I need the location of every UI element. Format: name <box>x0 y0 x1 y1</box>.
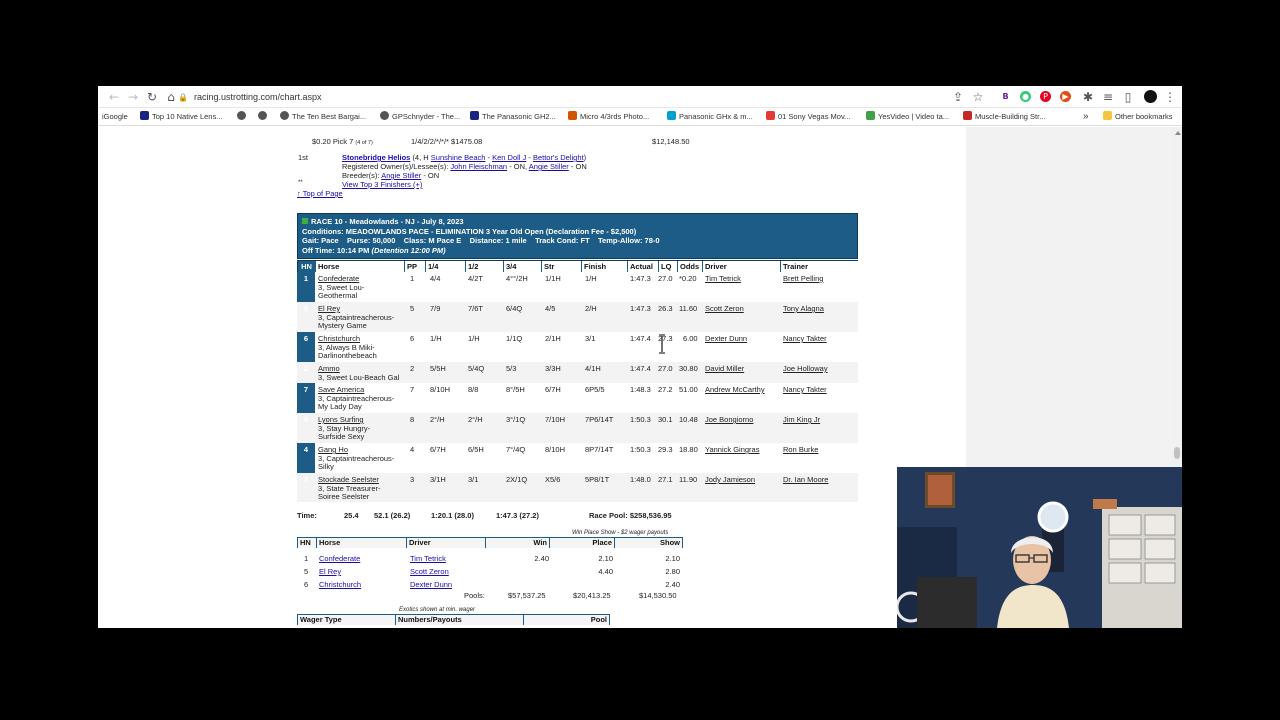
horse-dam: Silky <box>318 462 334 471</box>
trainer-link[interactable]: Dr. Ian Moore <box>783 475 829 484</box>
owners-line <box>342 162 587 171</box>
text-cursor-icon <box>658 334 666 354</box>
race-distance: Distance: 1 mile <box>469 236 527 245</box>
exotics-col-numbers: Numbers/Payouts <box>396 615 523 625</box>
col-finish: Finish <box>582 261 628 272</box>
address-bar <box>98 86 1182 108</box>
bookmark-label: iGoogle <box>102 112 128 121</box>
q1-cell: 4/4 <box>430 274 441 283</box>
horse-dam: My Lady Day <box>318 402 362 411</box>
q1-cell: 5/5H <box>430 364 446 373</box>
race-gait: Gait: Pace <box>302 236 339 245</box>
driver-link[interactable]: Tim Tetrick <box>705 274 741 283</box>
horse-link[interactable]: Stockade Seelster <box>318 475 379 484</box>
q2-cell: 5/4Q <box>468 364 485 373</box>
stake-info: (4, H <box>412 153 429 162</box>
trainer-link[interactable]: Nancy Takter <box>783 334 827 343</box>
col-odds: Odds <box>678 261 703 272</box>
hn-cell: 6 <box>303 334 309 343</box>
table-row <box>297 443 858 473</box>
actual-cell: 1:48.0 <box>630 475 651 484</box>
payout-hn: 1 <box>304 554 309 563</box>
horse-pedigree: 3, Captaintreacherous- <box>318 312 395 322</box>
payout-col-place: Place <box>550 538 614 548</box>
vimeo-icon <box>667 111 676 120</box>
table-row <box>297 362 858 383</box>
exotics-header <box>297 614 610 625</box>
table-row <box>297 302 858 332</box>
race-track-cond: Track Cond: FT <box>535 236 590 245</box>
race-conditions: Conditions: MEADOWLANDS PACE - ELIMINATION 3 Year Old Open (Declaration Fee - $2,500) <box>302 226 637 236</box>
bookmark-item[interactable] <box>667 108 753 126</box>
pp-cell: 2 <box>410 364 415 373</box>
actual-cell: 1:47.3 <box>630 304 651 313</box>
bookmark-label: Top 10 Native Lens... <box>152 112 223 121</box>
pp-cell: 1 <box>410 274 415 283</box>
horse-dam: Surfside Sexy <box>318 432 365 441</box>
pools-label: Pools: <box>464 591 485 600</box>
actual-cell: 1:47.4 <box>630 334 651 343</box>
horse-link[interactable]: Gang Ho <box>318 445 349 454</box>
actual-cell: 1:50.3 <box>630 415 651 424</box>
q3-cell: 1/1Q <box>506 334 523 343</box>
horse-link[interactable]: Lyons Surfing <box>318 415 364 424</box>
payout-horse-link[interactable]: Confederate <box>319 554 361 563</box>
payout-show: 2.80 <box>665 567 680 576</box>
pool-win: $57,537.25 <box>508 591 546 600</box>
bookmark-item[interactable] <box>568 108 649 126</box>
payout-win: 2.40 <box>534 554 549 563</box>
str-cell: 3/3H <box>545 364 561 373</box>
menu-kebab-icon[interactable]: ⋮ <box>1164 90 1176 104</box>
payout-show: 2.40 <box>665 580 680 589</box>
pp-cell: 5 <box>410 304 415 313</box>
horse-pedigree: 3, State Treasurer- <box>318 483 381 493</box>
globe-icon <box>237 111 246 120</box>
q2-cell: 6/5H <box>468 445 484 454</box>
hn-cell: 8 <box>303 415 309 424</box>
bookmark-item[interactable] <box>280 108 366 126</box>
driver-link[interactable]: Dexter Dunn <box>705 334 748 343</box>
bookmark-item[interactable] <box>963 108 1045 126</box>
site-icon <box>963 111 972 120</box>
breeder-label: Breeder(s): <box>342 171 380 180</box>
pick7-label: $0.20 Pick 7 (4 of 7) <box>312 137 373 146</box>
hn-cell: 3 <box>303 475 309 484</box>
stake-line: Stonebridge Helios (4, H Sunshine Beach - Ken Doll J - Bettor's Delight) <box>342 153 587 162</box>
stake-horse-link[interactable]: Stonebridge Helios <box>342 153 411 162</box>
pinterest-icon[interactable]: P <box>1040 91 1051 102</box>
exotics-note: Exotics shown at min. wager <box>399 607 476 613</box>
actual-cell: 1:50.3 <box>630 445 651 454</box>
horse-pedigree: 3, Always B Miki- <box>318 342 375 352</box>
pool-show: $14,530.50 <box>639 591 677 600</box>
lq-cell: 27.2 <box>658 385 673 394</box>
lq-cell: 27.3 <box>658 334 673 343</box>
finish-cell: 7P6/14T <box>585 415 614 424</box>
q1-cell: 6/7H <box>430 445 446 454</box>
lock-icon: 🔒 <box>178 93 188 102</box>
horse-link[interactable]: Christchurch <box>318 334 361 343</box>
owner-link[interactable]: Angie Stiller <box>528 162 569 171</box>
top-of-page-link[interactable]: ↑ Top of Page <box>297 189 343 198</box>
results-header <box>297 260 858 272</box>
str-cell: 4/5 <box>545 304 556 313</box>
col-trainer: Trainer <box>781 261 859 272</box>
q3-cell: 5/3 <box>506 364 517 373</box>
q1-cell: 3/1H <box>430 475 446 484</box>
horse-pedigree: 3, Stay Hungry- <box>318 423 371 433</box>
lq-cell: 29.3 <box>658 445 673 454</box>
payout-driver-link[interactable]: Dexter Dunn <box>410 580 453 589</box>
hn-cell: 5 <box>303 304 309 313</box>
driver-link[interactable]: David Miller <box>705 364 745 373</box>
payout-col-horse: Horse <box>317 538 406 548</box>
extension-green-icon[interactable]: ● <box>1020 91 1031 102</box>
q3-cell: 6/4Q <box>506 304 523 313</box>
payout-col-driver: Driver <box>407 538 485 548</box>
horse-pedigree: 3, Captaintreacherous- <box>318 393 395 403</box>
col-str: Str <box>542 261 582 272</box>
trainer-link[interactable]: Tony Alagna <box>783 304 824 313</box>
breeder-location: - ON <box>423 171 440 180</box>
table-row <box>297 473 858 502</box>
trainer-link[interactable]: Brett Pelling <box>783 274 824 283</box>
actual-cell: 1:47.4 <box>630 364 651 373</box>
col-horse: Horse <box>316 261 405 272</box>
home-icon[interactable]: ⌂ <box>167 90 175 104</box>
reload-icon[interactable]: ↻ <box>146 90 158 104</box>
finish-cell: 5P8/1T <box>585 475 610 484</box>
str-cell: 8/10H <box>545 445 566 454</box>
lq-cell: 30.1 <box>658 415 673 424</box>
horse-dam: Mystery Game <box>318 321 367 330</box>
extension-red-icon[interactable]: ▶ <box>1060 91 1071 102</box>
globe-icon <box>258 111 267 120</box>
lq-cell: 27.0 <box>658 364 673 373</box>
stake-place: 1st <box>298 153 309 162</box>
q3-cell: 2X/1Q <box>506 475 528 484</box>
actual-cell: 1:47.3 <box>630 274 651 283</box>
col-pp: PP <box>405 261 426 272</box>
yesvideo-icon <box>866 111 875 120</box>
str-cell: 6/7H <box>545 385 561 394</box>
bookmark-item[interactable] <box>237 108 249 126</box>
time-final: 1:47.3 (27.2) <box>496 511 539 520</box>
bookmark-item[interactable] <box>102 108 128 126</box>
payout-horse-link[interactable]: El Rey <box>319 567 342 576</box>
race-temp: Temp-Allow: 78-0 <box>598 236 660 245</box>
odds-cell: 11.60 <box>679 304 698 313</box>
pool-place: $20,413.25 <box>573 591 611 600</box>
damsire-link[interactable]: Bettor's Delight <box>532 153 584 162</box>
trainer-link[interactable]: Joe Holloway <box>783 364 828 373</box>
sire-link[interactable]: Sunshine Beach <box>430 153 486 162</box>
table-row <box>297 413 858 443</box>
q3-cell: 3°/1Q <box>506 415 526 424</box>
hn-cell: 7 <box>303 385 309 394</box>
bookmark-label: Panasonic GHx & m... <box>679 112 753 121</box>
owners-label: Registered Owner(s)/Lessee(s): <box>342 162 449 171</box>
lq-cell: 26.3 <box>658 304 673 313</box>
payout-driver-link[interactable]: Scott Zeron <box>410 567 449 576</box>
driver-link[interactable]: Scott Zeron <box>705 304 744 313</box>
odds-cell: *0.20 <box>679 274 697 283</box>
bookmark-item[interactable] <box>380 108 460 126</box>
results-table <box>297 272 858 502</box>
payout-note: Win Place Show - $2 wager payouts <box>572 530 669 536</box>
webcam-overlay <box>897 467 1182 628</box>
race-details <box>302 236 853 246</box>
horse-link[interactable]: Ammo <box>318 364 340 373</box>
odds-cell: 6.00 <box>683 334 698 343</box>
col-driver: Driver <box>703 261 781 272</box>
bookmark-label: The Panasonic GH2... <box>482 112 556 121</box>
hd-icon <box>140 111 149 120</box>
owner-link[interactable]: John Fleischman <box>450 162 508 171</box>
payout-col-show: Show <box>615 538 682 548</box>
horse-dam: Darlinonthebeach <box>318 351 377 360</box>
horse-link[interactable]: El Rey <box>318 304 341 313</box>
bookmark-label: YesVideo | Video ta... <box>878 112 950 121</box>
horse-pedigree: 3, Captaintreacherous- <box>318 453 395 463</box>
table-row <box>297 332 858 362</box>
payout-header <box>297 537 683 548</box>
q2-cell: 1/H <box>468 334 480 343</box>
horse-dam: Geothermal <box>318 291 358 300</box>
profile-avatar[interactable] <box>1144 90 1157 103</box>
race-purse: Purse: 50,000 <box>347 236 396 245</box>
actual-cell: 1:48.3 <box>630 385 651 394</box>
odds-cell: 11.90 <box>679 475 698 484</box>
extension-b-icon[interactable]: B <box>1000 91 1011 102</box>
q1-cell: 8/10H <box>430 385 451 394</box>
bookmark-item[interactable] <box>470 108 556 126</box>
odds-cell: 51.00 <box>679 385 698 394</box>
table-row <box>297 272 858 302</box>
breeder-link[interactable]: Angie Stiller <box>381 171 422 180</box>
owner-location: - ON, <box>509 162 528 171</box>
table-row <box>297 383 858 413</box>
exotics-col-pool: Pool <box>524 615 609 625</box>
chart-content <box>98 127 966 628</box>
col-actual: Actual <box>628 261 659 272</box>
col-lq: LQ <box>659 261 678 272</box>
payout-place: 2.10 <box>598 554 613 563</box>
pp-cell: 8 <box>410 415 415 424</box>
pp-cell: 6 <box>410 334 415 343</box>
payout-place: 4.40 <box>598 567 613 576</box>
hn-cell: 2 <box>303 364 309 373</box>
driver-link[interactable]: Yannick Gingras <box>705 445 760 454</box>
payout-show: 2.10 <box>665 554 680 563</box>
race-class: Class: M Pace E <box>403 236 462 245</box>
blogger-icon <box>568 111 577 120</box>
finish-cell: 1/H <box>585 274 597 283</box>
share-icon[interactable]: ⇪ <box>952 90 964 104</box>
horse-link[interactable]: Save America <box>318 385 365 394</box>
exotics-col-wager: Wager Type <box>298 615 395 625</box>
odds-cell: 18.80 <box>679 445 698 454</box>
col-q2: 1/2 <box>466 261 504 272</box>
back-icon[interactable]: ← <box>108 90 120 104</box>
q1-cell: 2°/H <box>430 415 445 424</box>
bookmark-item[interactable] <box>258 108 270 126</box>
scroll-up-icon[interactable] <box>1175 131 1181 135</box>
reading-list-icon[interactable]: ≡ <box>1102 90 1114 104</box>
owner-location: - ON <box>570 162 587 171</box>
bookmark-label: 01 Sony Vegas Mov... <box>778 112 851 121</box>
q2-cell: 2°/H <box>468 415 483 424</box>
race-off-time: Off Time: 10:14 PM (Detention 12:00 PM) <box>302 245 446 255</box>
q3-cell: 4°°/2H <box>506 274 528 283</box>
q1-cell: 1/H <box>430 334 442 343</box>
pp-cell: 4 <box>410 445 415 454</box>
url-field[interactable] <box>178 86 322 108</box>
url-text: racing.ustrotting.com/chart.aspx <box>193 92 322 102</box>
q2-cell: 7/6T <box>468 304 484 313</box>
side-panel-icon[interactable]: ▯ <box>1124 90 1132 104</box>
str-cell: X5/6 <box>545 475 561 484</box>
driver-link[interactable]: Jody Jamieson <box>705 475 756 484</box>
bookmark-item[interactable] <box>866 108 949 126</box>
q2-cell: 4/2T <box>468 274 484 283</box>
horse-dam: Soiree Seelster <box>318 492 370 501</box>
time-q2: 52.1 (26.2) <box>374 511 411 520</box>
payout-horse-link[interactable]: Christchurch <box>319 580 362 589</box>
str-cell: 1/1H <box>545 274 561 283</box>
str-cell: 7/10H <box>545 415 566 424</box>
hn-cell: 4 <box>303 445 309 454</box>
pick7-pool: $12,148.50 <box>652 137 690 146</box>
driver-link[interactable]: Andrew McCarthy <box>705 385 765 394</box>
extensions-puzzle-icon[interactable]: ✱ <box>1082 90 1094 104</box>
horse-link[interactable]: Confederate <box>318 274 360 283</box>
col-q3: 3/4 <box>504 261 542 272</box>
bookmark-item[interactable] <box>140 108 222 126</box>
col-hn: HN <box>298 261 316 272</box>
trainer-link[interactable]: Jim King Jr <box>783 415 821 424</box>
payout-col-win: Win <box>486 538 549 548</box>
odds-cell: 30.80 <box>679 364 698 373</box>
bookmarks-bar <box>98 108 1182 126</box>
globe-icon <box>280 111 289 120</box>
folder-icon <box>1103 111 1112 120</box>
q2-cell: 3/1 <box>468 475 479 484</box>
bookmark-label: GPSchnyder - The... <box>392 112 461 121</box>
horse-pedigree: 3, Sweet Lou- <box>318 282 365 292</box>
finish-cell: 4/1H <box>585 364 601 373</box>
bookmark-label: Micro 4/3rds Photo... <box>580 112 650 121</box>
pp-cell: 3 <box>410 475 415 484</box>
other-bookmarks[interactable] <box>1103 108 1173 126</box>
breeder-line <box>342 171 439 180</box>
race-status-icon <box>302 218 308 224</box>
payout-col-hn: HN <box>298 538 316 548</box>
q2-cell: 8/8 <box>468 385 479 394</box>
driver-link[interactable]: Joe Bongiorno <box>705 415 754 424</box>
bookmark-item[interactable] <box>766 108 850 126</box>
youtube-icon <box>766 111 775 120</box>
q3-cell: 7°/4Q <box>506 445 526 454</box>
bookmark-label: Other bookmarks <box>1115 112 1173 121</box>
more-bookmarks-chevron[interactable]: » <box>1083 111 1089 122</box>
finish-cell: 3/1 <box>585 334 596 343</box>
lq-cell: 27.1 <box>658 475 673 484</box>
q1-cell: 7/9 <box>430 304 441 313</box>
str-cell: 2/1H <box>545 334 561 343</box>
dam-link[interactable]: Ken Doll J <box>492 153 527 162</box>
payout-hn: 6 <box>304 580 309 589</box>
bookmark-star-icon[interactable]: ☆ <box>972 90 984 104</box>
hn-cell: 1 <box>303 274 309 283</box>
forward-icon[interactable]: → <box>127 90 139 104</box>
finish-cell: 2/H <box>585 304 597 313</box>
race-header <box>297 213 858 259</box>
view-top-finishers-link[interactable]: View Top 3 Finishers (+) <box>342 180 423 189</box>
bookmark-label: The Ten Best Bargai... <box>292 112 367 121</box>
lq-cell: 27.0 <box>658 274 673 283</box>
footnote-marker: ** <box>298 180 303 186</box>
pp-cell: 7 <box>410 385 415 394</box>
hd-icon <box>470 111 479 120</box>
payout-hn: 5 <box>304 567 309 576</box>
payout-driver-link[interactable]: Tim Tetrick <box>410 554 446 563</box>
globe-icon <box>380 111 389 120</box>
scrollbar-thumb[interactable] <box>1174 447 1180 459</box>
bookmark-label: Muscle-Building Str... <box>975 112 1046 121</box>
horse-pedigree: 3, Sweet Lou-Beach Gal <box>318 372 400 382</box>
q3-cell: 8°/5H <box>506 385 525 394</box>
odds-cell: 10.48 <box>679 415 698 424</box>
time-label: Time: <box>297 511 317 520</box>
time-q1: 25.4 <box>344 511 359 520</box>
trainer-link[interactable]: Ron Burke <box>783 445 819 454</box>
col-q1: 1/4 <box>426 261 466 272</box>
time-q3: 1:20.1 (28.0) <box>431 511 474 520</box>
pick7-combo: 1/4/2/2/*/*/* $1475.08 <box>411 137 483 146</box>
finish-cell: 8P7/14T <box>585 445 614 454</box>
webcam-image <box>897 467 1182 628</box>
race-title: RACE 10 - Meadowlands - NJ - July 8, 2023 <box>302 217 853 227</box>
finish-cell: 6P5/5 <box>585 385 605 394</box>
trainer-link[interactable]: Nancy Takter <box>783 385 827 394</box>
race-pool: Race Pool: $258,536.95 <box>589 511 672 520</box>
